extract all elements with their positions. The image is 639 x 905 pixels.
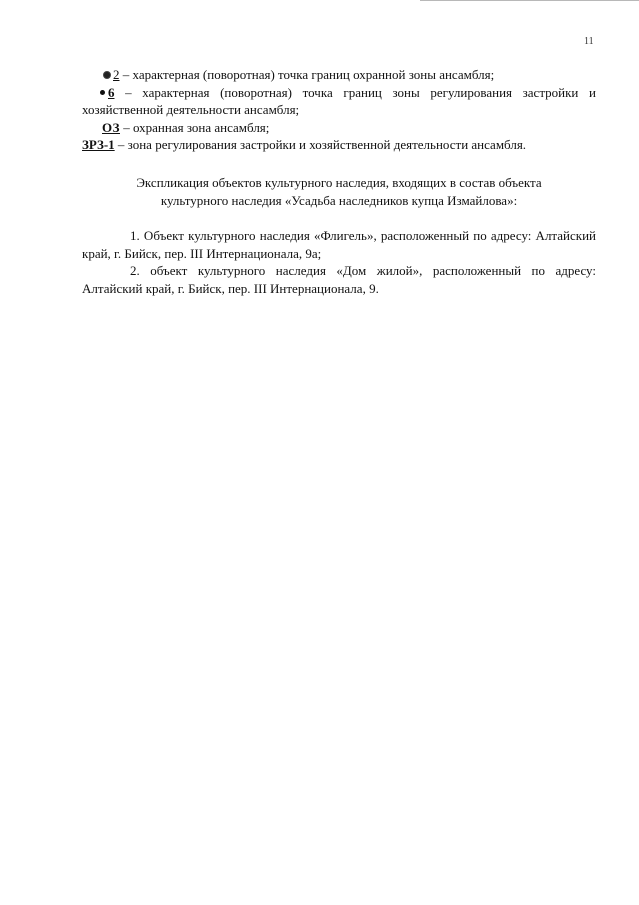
legend-item-oz	[82, 119, 596, 137]
top-edge-line	[420, 0, 639, 1]
legend-point-number: 6	[108, 84, 115, 100]
legend-zone-code: ОЗ	[102, 119, 120, 135]
legend-item-text: – зона регулирования застройки и хозяйственной деятельности ансамбля.	[114, 137, 527, 153]
legend-item-text: – характерная (поворотная) точка границ зоны регулирования застройки и хозяйственной деятельности ансамбля;	[82, 84, 596, 118]
legend-item-text: – охранная зона ансамбля;	[119, 119, 270, 135]
spacer	[82, 209, 596, 227]
legend-zone-code: ЗРЗ-1	[82, 137, 115, 153]
legend-item-point-zrz	[82, 84, 596, 119]
document-body	[82, 66, 596, 298]
bullet-dot-icon	[100, 90, 105, 95]
page-number: 11	[584, 36, 594, 47]
explication-line: Экспликация объектов культурного наследия, входящих в состав объекта	[136, 174, 542, 190]
object-item: 1. Объект культурного наследия «Флигель», расположенный по адресу: Алтайский край, г. Бийск, пер. III Интернационала, 9а;	[82, 228, 596, 261]
legend-item-zrz	[82, 136, 596, 154]
explication-heading	[82, 174, 596, 209]
object-item: 2. объект культурного наследия «Дом жилой», расположенный по адресу: Алтайский край, г. Бийск, пер. III Интернационала, 9.	[82, 263, 596, 296]
legend-item-text: – характерная (поворотная) точка границ охранной зоны ансамбля;	[119, 67, 495, 82]
legend-point-number: 2	[113, 67, 120, 82]
bullet-dot-icon	[103, 71, 111, 79]
legend-item-point-oz	[82, 66, 596, 84]
explication-line: культурного наследия «Усадьба наследников купца Измайлова»:	[160, 192, 518, 208]
